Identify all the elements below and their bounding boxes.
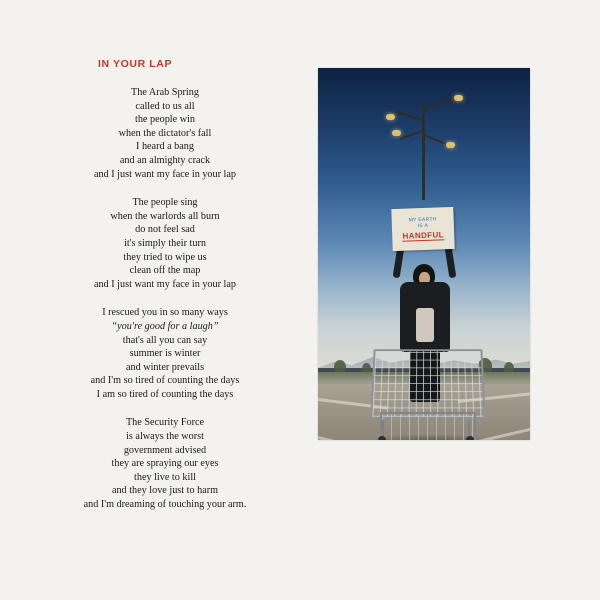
lyric-line: and winter prevails [125,361,205,373]
street-lamp-light [392,130,401,136]
lyric-stanza [40,86,290,181]
sign-line-3: HANDFUL [402,230,445,241]
street-lamp-light [454,95,463,101]
shopping-cart-lower-rack [380,412,476,440]
protest-sign [391,207,454,251]
lyric-line: it's simply their turn [124,237,206,249]
sign-line-2: IS A [417,222,429,230]
lyric-line: The Arab Spring [131,87,199,98]
shopping-cart-basket [370,349,486,419]
lyric-line: is always the worst [126,431,204,443]
lyric-stanza [40,306,290,401]
lyrics-column [40,58,290,527]
sign-line-1: MY EARTH [408,216,437,224]
lyric-line: when the dictator's fall [118,127,212,139]
lyric-line: and an almighty crack [119,154,211,166]
lyric-line: called to us all [135,100,195,112]
lyric-line: I rescued you in so many ways [102,307,228,319]
page-title: IN YOUR LAP [98,58,173,70]
lyric-line: and they love just to harm [111,485,219,497]
lyric-line: clean off the map [129,265,201,277]
lyric-line: they live to kill [134,471,196,483]
street-lamp-light [386,114,395,120]
shopping-cart-wheel [466,436,474,440]
lyric-line: they tried to wipe us [123,251,207,263]
lyric-line: and I'm dreaming of touching your arm. [83,499,247,511]
lyric-line-italic: “you're good for a laugh” [111,320,219,332]
lyric-stanza [40,196,290,291]
lyric-line: that's all you can say [122,334,208,346]
lyric-line: they are spraying our eyes [111,458,219,470]
lyric-line: and I just want my face in your lap [93,168,237,180]
lyric-stanza [40,416,290,511]
lyric-line: do not feel sad [135,224,195,236]
lyric-line: when the warlords all burn [110,210,220,222]
lyric-line: The people sing [132,197,198,209]
lyric-line: I am so tired of counting the days [96,388,234,400]
person-shirt [416,308,434,342]
lyric-line: I heard a bang [136,141,194,153]
lyric-line: the people win [135,114,195,126]
lyric-line: summer is winter [129,348,201,360]
lyric-line: and I just want my face in your lap [93,278,237,290]
photo-content [318,68,530,440]
shopping-cart-wheel [378,436,386,440]
street-lamp-light [446,142,455,148]
lyric-line: The Security Force [125,417,205,429]
lyric-line: and I'm so tired of counting the days [90,375,240,387]
lyric-line: government advised [123,444,207,456]
album-photograph [318,68,530,440]
